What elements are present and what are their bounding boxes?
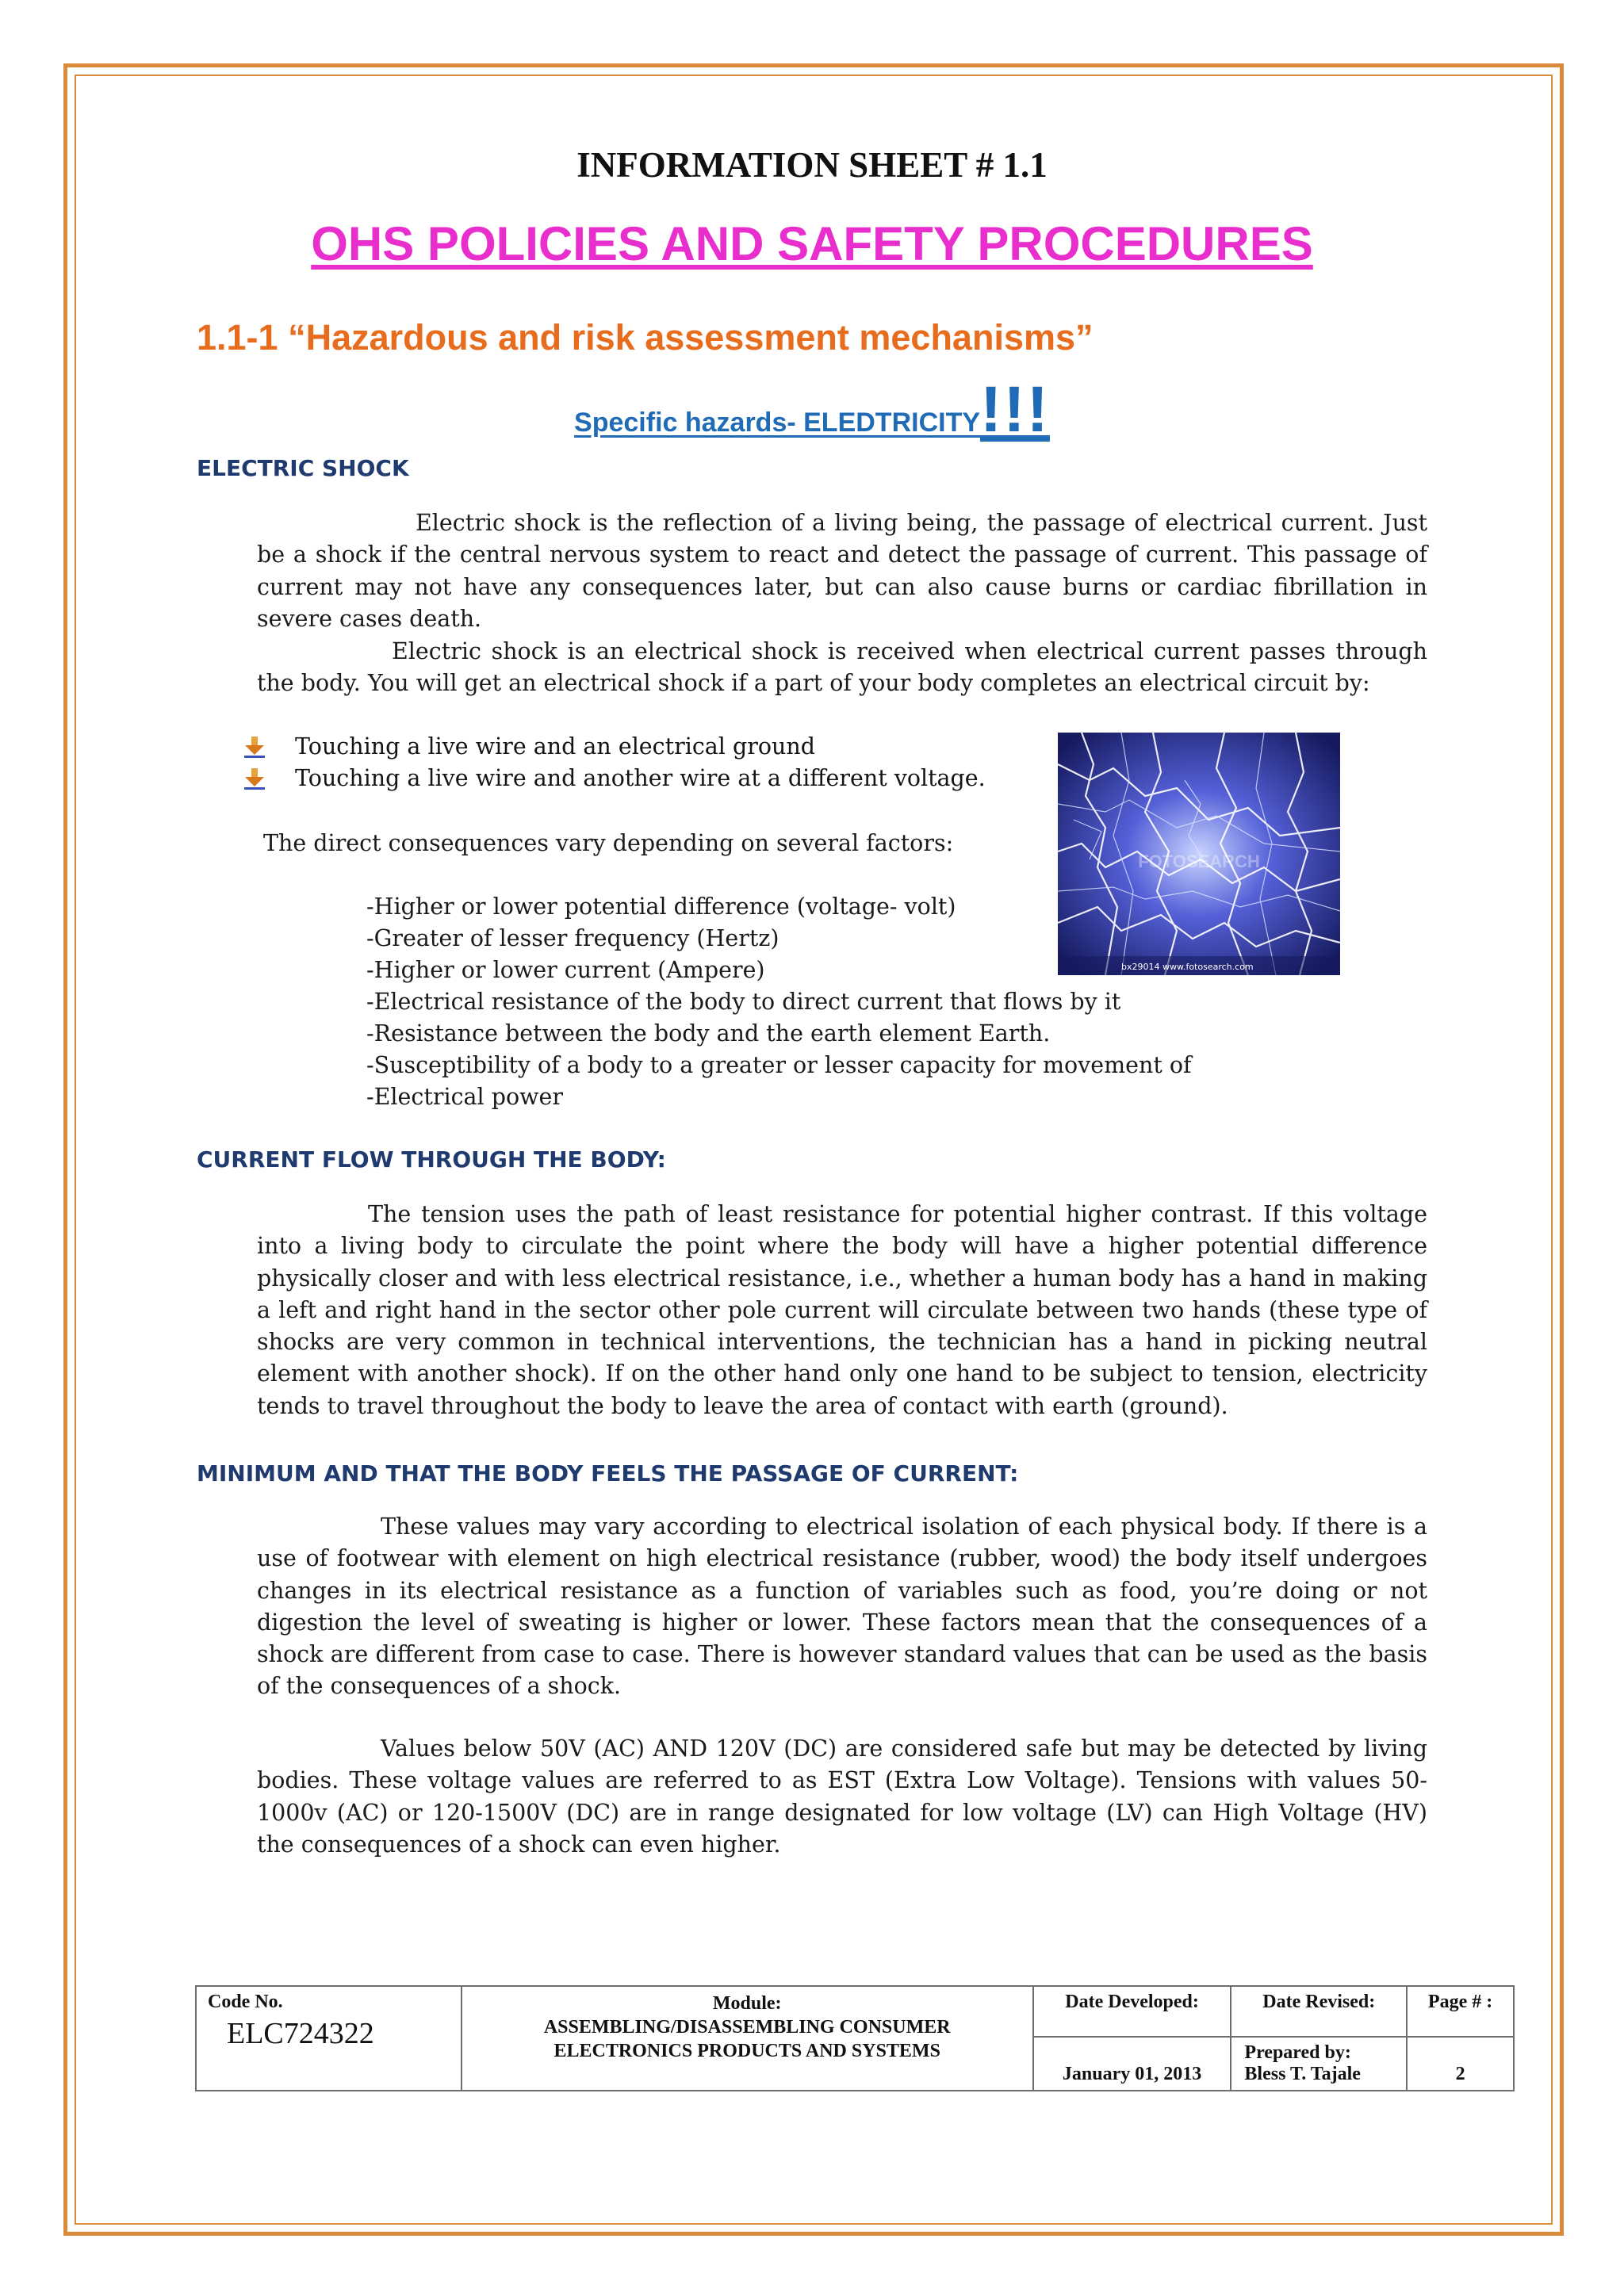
arrow-bullet-icon xyxy=(243,735,266,759)
footer-table xyxy=(195,1985,1515,2091)
footer-module-cell xyxy=(462,1986,1033,2091)
factor-item: -Electrical resistance of the body to direct current that flows by it xyxy=(366,989,1121,1015)
footer-code-label: Code No. xyxy=(208,1992,283,2012)
footer-module-line-2: ELECTRONICS PRODUCTS AND SYSTEMS xyxy=(553,2041,940,2061)
factor-item: -Higher or lower current (Ampere) xyxy=(366,957,765,983)
minimum-paragraph-2 xyxy=(257,1733,1427,1861)
footer-code-value: ELC724322 xyxy=(227,2017,374,2050)
footer-module-label: Module: xyxy=(712,1993,782,2014)
footer-prepared-by-label: Prepared by: xyxy=(1244,2042,1351,2063)
hazard-heading xyxy=(0,373,1624,447)
electric-shock-heading: ELECTRIC SHOCK xyxy=(197,455,409,481)
hazard-heading-exclamation: !!! xyxy=(980,373,1050,446)
minimum-heading: MINIMUM AND THAT THE BODY FEELS THE PASSAGE OF CURRENT: xyxy=(197,1460,1019,1487)
bullet-text: Touching a live wire and another wire at a different voltage. xyxy=(295,765,986,791)
info-sheet-heading: INFORMATION SHEET # 1.1 xyxy=(576,145,1048,185)
factor-item: -Greater of lesser frequency (Hertz) xyxy=(366,925,779,951)
current-flow-heading: CURRENT FLOW THROUGH THE BODY: xyxy=(197,1146,666,1173)
factor-item: -Susceptibility of a body to a greater or lesser capacity for movement of xyxy=(366,1052,1192,1078)
electric-shock-paragraph-2-text: Electric shock is an electrical shock is received when electrical current passes through the body. You will get an electrical shock if a part of your body completes an electrical circuit by: xyxy=(257,638,1427,697)
minimum-paragraph-2-text: Values below 50V (AC) AND 120V (DC) are considered safe but may be detected by living bodies. These voltage values are referred to as EST (Extra Low Voltage). Tensions with values 50-1000v (AC) or 120-1500V (DC) are in range designated for low voltage (LV) can High Voltage (HV) the consequences of a shock can even higher. xyxy=(257,1735,1427,1858)
current-flow-paragraph-text: The tension uses the path of least resistance for potential higher contrast. If this voltage into a living body to circulate the point where the body will have a higher potential difference physically closer and with less electrical resistance, i.e., whether a human body has a hand in making a left and right hand in the sector other pole current will circulate between two hands (these type of shocks are very common in technical interventions, the technician has a hand in picking neutral element with another shock). If on the other hand only one hand to be subject to tension, electricity tends to travel throughout the body to leave the area of contact with earth (ground). xyxy=(257,1201,1427,1419)
electric-shock-paragraph-2 xyxy=(257,636,1427,700)
electric-shock-paragraph-1-text: Electric shock is the reflection of a living being, the passage of electrical current. Just be a shock if the central nervous system to react and detect the passage of current. This passage of current may not have any consequences later, but can also cause burns or cardiac fibrillation in severe cases death. xyxy=(257,510,1427,632)
footer-code-cell xyxy=(196,1986,462,2091)
bullet-item xyxy=(243,763,986,794)
image-watermark: FOTOSEARCH xyxy=(1138,851,1260,871)
factor-item: -Electrical power xyxy=(366,1084,563,1110)
footer-date-developed-value: January 01, 2013 xyxy=(1033,2037,1231,2091)
bullet-item xyxy=(243,731,815,763)
footer-date-revised-label: Date Revised: xyxy=(1231,1986,1407,2037)
footer-page-label: Page # : xyxy=(1407,1986,1514,2037)
bullet-text: Touching a live wire and an electrical ground xyxy=(295,733,815,760)
footer-date-developed-label: Date Developed: xyxy=(1033,1986,1231,2037)
electricity-lightning-image xyxy=(1058,733,1340,975)
factor-item: -Higher or lower potential difference (voltage- volt) xyxy=(366,894,956,920)
image-caption: bx29014 www.fotosearch.com xyxy=(1121,962,1254,972)
footer-module-line-1: ASSEMBLING/DISASSEMBLING CONSUMER xyxy=(543,2017,951,2038)
arrow-bullet-icon xyxy=(243,767,266,790)
footer-prepared-cell xyxy=(1231,2037,1407,2091)
hazard-heading-text: Specific hazards- ELEDTRICITY xyxy=(574,408,981,438)
lightning-graphic xyxy=(1058,733,1340,975)
factors-intro: The direct consequences vary depending on several factors: xyxy=(263,830,954,856)
page-title: OHS POLICIES AND SAFETY PROCEDURES xyxy=(311,217,1313,270)
factor-item: -Resistance between the body and the earth element Earth. xyxy=(366,1020,1051,1047)
current-flow-paragraph xyxy=(257,1199,1427,1422)
minimum-paragraph-1-text: These values may vary according to electrical isolation of each physical body. If there is a use of footwear with element on high electrical resistance (rubber, wood) the body itself undergoes changes in its electrical resistance as a function of variables such as food, you’re doing or not digestion the level of sweating is higher or lower. These factors mean that the consequences of a shock are different from case to case. There is however standard values that can be used as the basis of the consequences of a shock. xyxy=(257,1513,1427,1700)
footer-prepared-by-value: Bless T. Tajale xyxy=(1244,2064,1361,2084)
section-subtitle: 1.1-1 “Hazardous and risk assessment mechanisms” xyxy=(197,317,1094,358)
electric-shock-paragraph-1 xyxy=(257,507,1427,635)
minimum-paragraph-1 xyxy=(257,1511,1427,1703)
footer-page-value: 2 xyxy=(1407,2037,1514,2091)
